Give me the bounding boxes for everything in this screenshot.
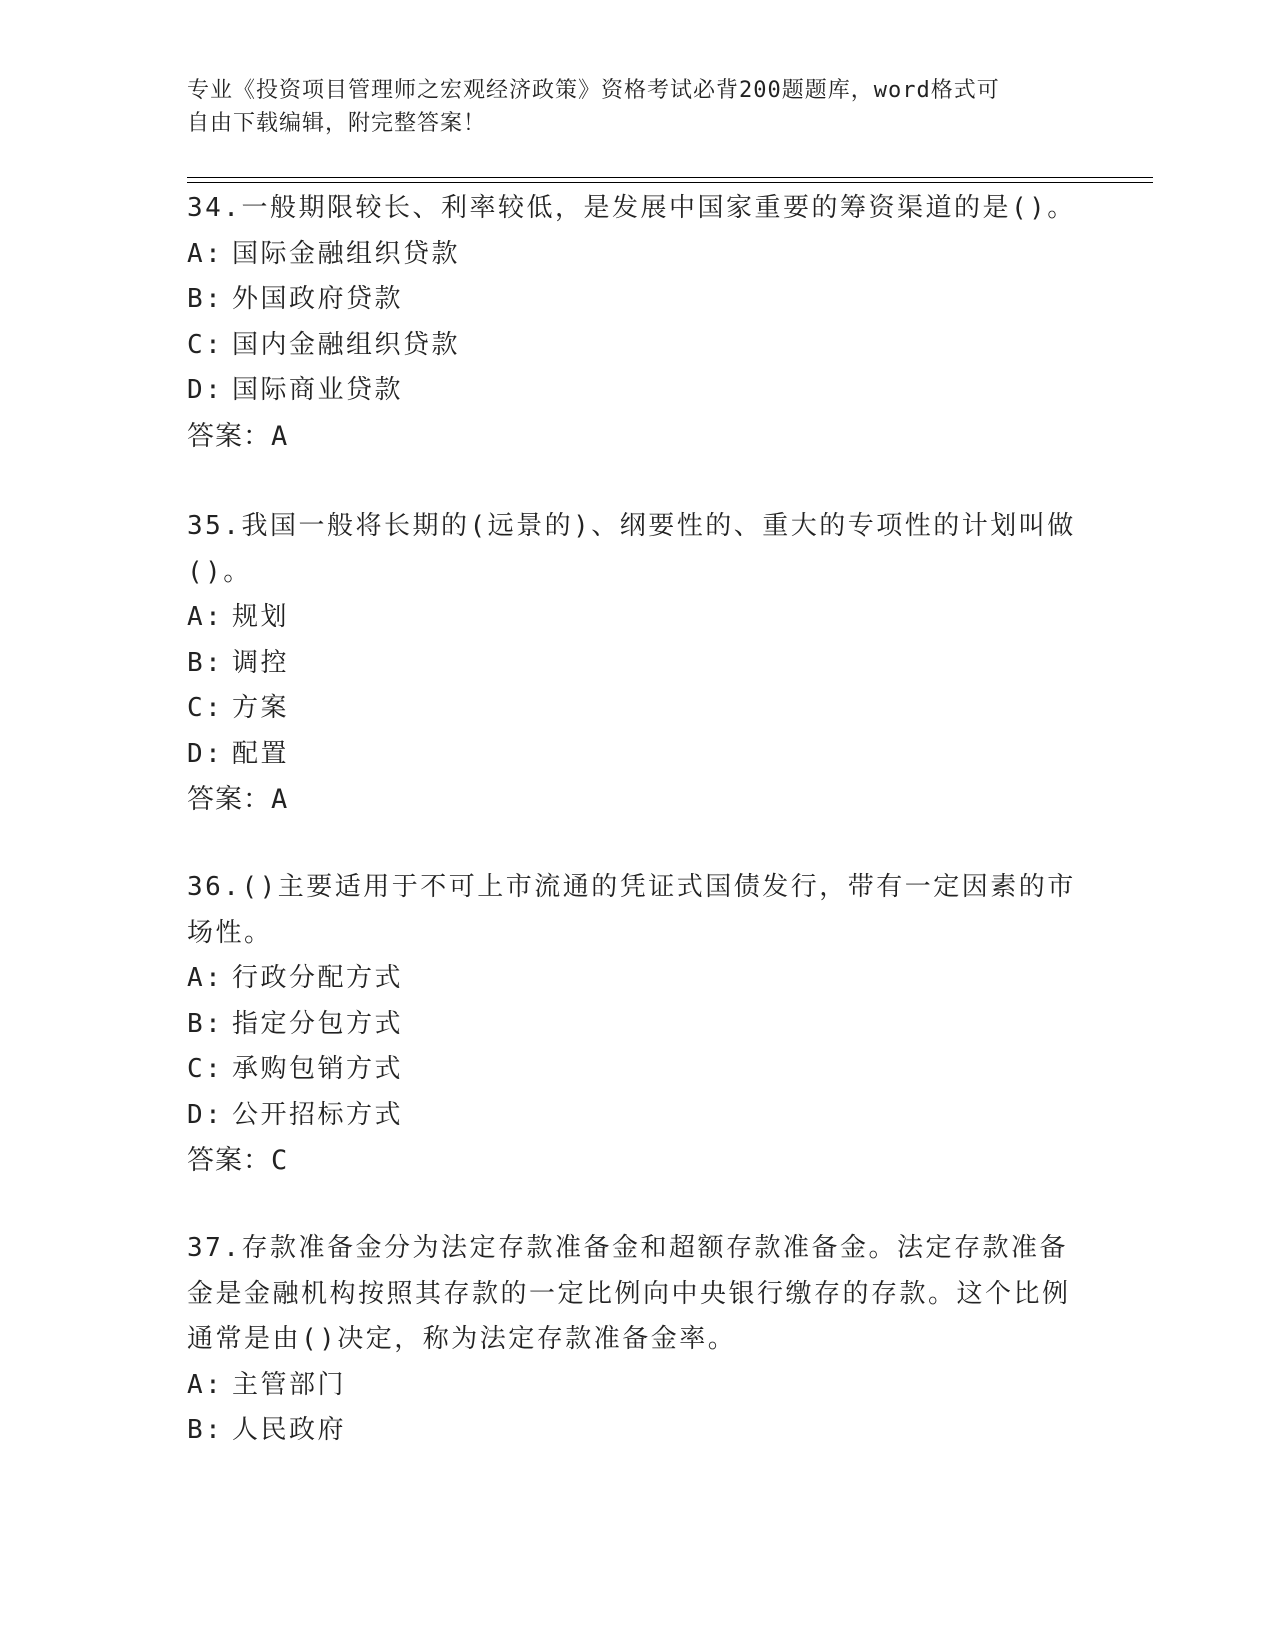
option-text: 国际商业贷款 <box>232 375 404 405</box>
option-letter: A: <box>187 963 224 993</box>
option-a <box>187 1363 1077 1409</box>
option-a <box>187 956 1077 1002</box>
option-text: 主管部门 <box>232 1369 347 1400</box>
option-text: 人民政府 <box>232 1415 347 1445</box>
option-text: 国际金融组织贷款 <box>232 238 461 269</box>
option-letter: D: <box>187 1099 224 1130</box>
option-text: 配置 <box>232 738 290 769</box>
option-text: 外国政府贷款 <box>232 284 404 314</box>
option-c <box>187 323 1077 369</box>
option-b <box>187 1002 1077 1048</box>
option-d <box>187 732 1077 778</box>
option-letter: B: <box>187 647 224 678</box>
option-letter: B: <box>187 1008 224 1039</box>
question-34 <box>187 186 1077 459</box>
option-b <box>187 1408 1077 1454</box>
question-text: 37.存款准备金分为法定存款准备金和超额存款准备金。法定存款准备金是金融机构按照其存款的一定比例向中央银行缴存的存款。这个比例通常是由()决定，称为法定存款准备金率。 <box>187 1233 1071 1354</box>
option-letter: C: <box>187 329 224 360</box>
option-letter: B: <box>187 1415 224 1445</box>
option-c <box>187 686 1077 732</box>
option-letter: C: <box>187 693 224 723</box>
option-letter: A: <box>187 1369 224 1400</box>
option-d <box>187 368 1077 414</box>
option-text: 承购包销方式 <box>232 1054 404 1084</box>
question-text: 35.我国一般将长期的(远景的)、纲要性的、重大的专项性的计划叫做()。 <box>187 511 1076 587</box>
document-header <box>187 74 1067 140</box>
question-35 <box>187 504 1077 823</box>
option-letter: A: <box>187 238 224 269</box>
option-letter: B: <box>187 284 224 314</box>
option-c <box>187 1047 1077 1093</box>
option-letter: D: <box>187 738 224 769</box>
header-line-1: 专业《投资项目管理师之宏观经济政策》资格考试必背200题题库，word格式可 <box>187 78 1000 103</box>
option-a <box>187 232 1077 278</box>
option-a <box>187 595 1077 641</box>
option-b <box>187 641 1077 687</box>
answer-line <box>187 414 1077 460</box>
header-line-2: 自由下载编辑，附完整答案！ <box>187 111 487 136</box>
answer-label: 答案： <box>187 420 271 452</box>
header-divider-bottom <box>187 182 1153 183</box>
option-b <box>187 277 1077 323</box>
option-text: 调控 <box>232 647 290 678</box>
option-d <box>187 1093 1077 1139</box>
answer-label: 答案： <box>187 1145 271 1176</box>
option-text: 公开招标方式 <box>232 1099 404 1130</box>
answer-line <box>187 1138 1077 1184</box>
option-letter: D: <box>187 375 224 405</box>
answer-value: A <box>271 420 289 452</box>
question-text: 36.()主要适用于不可上市流通的凭证式国债发行，带有一定因素的市场性。 <box>187 872 1076 948</box>
question-37 <box>187 1226 1077 1454</box>
question-36 <box>187 865 1077 1184</box>
question-text: 34.一般期限较长、利率较低，是发展中国家重要的筹资渠道的是()。 <box>187 193 1076 223</box>
option-text: 方案 <box>232 693 290 723</box>
option-text: 指定分包方式 <box>232 1008 404 1039</box>
header-divider-top <box>187 177 1153 178</box>
option-text: 国内金融组织贷款 <box>232 329 461 360</box>
option-text: 行政分配方式 <box>232 963 404 993</box>
answer-value: C <box>271 1145 289 1176</box>
answer-value: A <box>271 784 289 815</box>
answer-line <box>187 777 1077 823</box>
option-letter: C: <box>187 1054 224 1084</box>
option-letter: A: <box>187 602 224 632</box>
option-text: 规划 <box>232 602 290 632</box>
answer-label: 答案： <box>187 784 271 815</box>
